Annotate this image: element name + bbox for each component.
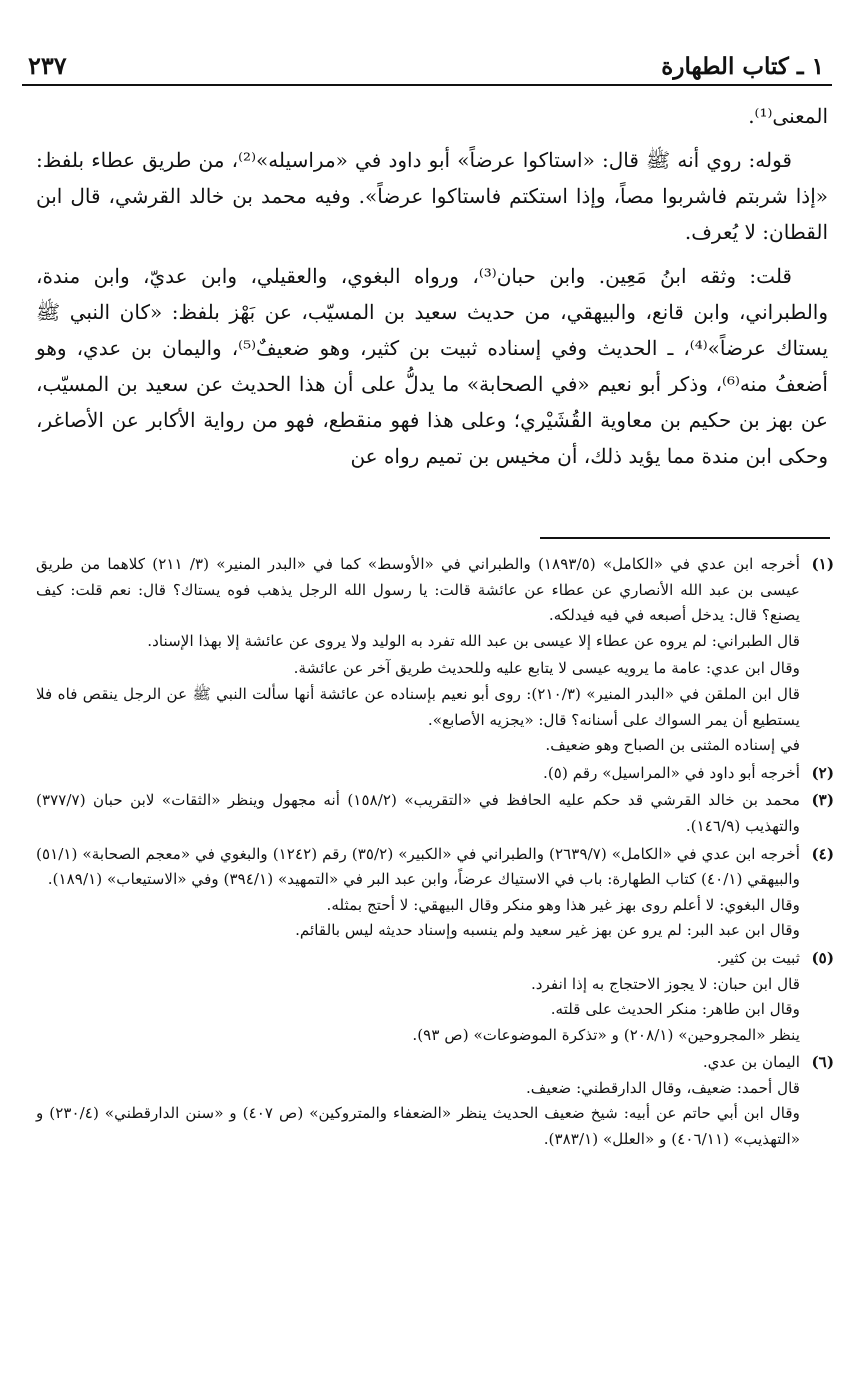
footnote-line: وقال ابن عدي: عامة ما يرويه عيسى لا يتابع عليه وللحديث طريق آخر عن عائشة.: [293, 659, 800, 678]
page-header: [22, 44, 832, 86]
footnote-line: قال الطبراني: لم يروه عن عطاء إلا عيسى بن عبد الله تفرد به الوليد ولا يروى عن عائشة إلا بهذا الإسناد.: [147, 631, 800, 650]
footnote-3: [36, 788, 834, 839]
footnote-line: قال أحمد: ضعيف، وقال الدارقطني: ضعيف.: [525, 1078, 800, 1097]
footnote-line: أخرجه أبو داود في «المراسيل» رقم (٥).: [543, 763, 800, 782]
footnote-line: وقال البغوي: لا أعلم روى بهز غير هذا وهو منكر وقال البيهقي: لا أحتج بمثله.: [326, 895, 800, 914]
footnote-line: وقال ابن طاهر: منكر الحديث على قلته.: [550, 1000, 800, 1019]
footnote-line: ثبيت بن كثير.: [716, 948, 800, 967]
footnote-line: وقال ابن عبد البر: لم يرو عن بهز غير سعيد ولم ينسبه وإسناد حديثه ليس بالقائم.: [295, 921, 800, 940]
footnote-4: [36, 842, 834, 944]
main-text: [36, 98, 828, 482]
paragraph-hadith: قوله: روي أنه ﷺ قال: «استاكوا عرضاً» أبو داود في «مراسيله»⁽²⁾، من طريق عطاء بلفظ: «إذا شربتم فاشربوا مصاً، وإذا استكتم فاستاكوا عرضاً». وفيه محمد بن خالد القرشي، قال ابن القطان: لا يُعرف.: [36, 148, 828, 244]
paragraph-continuation: المعنى⁽¹⁾.: [748, 104, 828, 128]
chapter-title: ١ ـ كتاب الطهارة: [661, 53, 824, 80]
footnote-number: (٢): [811, 763, 834, 782]
footnote-line: أخرجه ابن عدي في «الكامل» (١٨٩٣/٥) والطبراني في «الأوسط» كما في «البدر المنير» (٣/ ٢١١) كلاهما من طريق عيسى بن عبد الله الأنصاري عن عطاء عن عائشة قالت: يا رسول الله الرجل يذهب فوه يستاك؟ قال: نعم قلت: كيف يصنع؟ قال: يدخل أصبعه في فيه فيدلكه.: [36, 555, 800, 625]
footnote-line: وقال ابن أبي حاتم عن أبيه: شيخ ضعيف الحديث ينظر «الضعفاء والمتروكين» (ص ٤٠٧) و «سنن الدارقطني» (٢٣٠/٤) و «التهذيب» (٤٠٦/١١) و «العلل» (٣٨٣/١).: [36, 1104, 800, 1149]
footnote-line: أخرجه ابن عدي في «الكامل» (٢٦٣٩/٧) والطبراني في «الكبير» (٣٥/٢) رقم (١٢٤٢) والبغوي في «معجم الصحابة» (٥١/١) والبيهقي (٤٠/١) كتاب الطهارة: باب في الاستياك عرضاً، وابن عبد البر في «التمهيد» (٣٩٤/١) وفي «الاستيعاب» (١٨٩/١).: [36, 844, 800, 889]
page-number: ٢٣٧: [28, 51, 67, 80]
footnote-2: [36, 761, 834, 787]
footnote-separator: [540, 537, 830, 539]
footnote-line: اليمان بن عدي.: [702, 1053, 800, 1072]
footnote-line: قال ابن حبان: لا يجوز الاحتجاج به إذا انفرد.: [530, 974, 800, 993]
footnote-number: (٤): [811, 844, 834, 863]
footnote-line: في إسناده المثنى بن الصباح وهو ضعيف.: [545, 736, 800, 755]
footnote-line: قال ابن الملقن في «البدر المنير» (٢١٠/٣): روى أبو نعيم بإسناده عن عائشة أنها سألت النبي ﷺ عن الرجل ينقص فاه فلا يستطيع أن يمر السواك على أسنانه؟ قال: «يجزيه الأصابع».: [36, 684, 800, 729]
footnote-number: (٦): [811, 1053, 834, 1072]
footnote-6: [36, 1050, 834, 1152]
footnote-number: (٣): [811, 791, 834, 810]
footnote-line: محمد بن خالد القرشي قد حكم عليه الحافظ في «التقريب» (١٥٨/٢) أنه مجهول وينظر «الثقات» لابن حبان (٣٧٧/٧) والتهذيب (١٤٦/٩).: [36, 791, 800, 835]
footnote-line: ينظر «المجروحين» (٢٠٨/١) و «تذكرة الموضوعات» (ص ٩٣).: [412, 1025, 800, 1044]
footnote-1: [36, 552, 834, 759]
footnote-number: (٥): [811, 948, 834, 967]
footnote-number: (١): [811, 555, 834, 573]
footnote-5: [36, 946, 834, 1048]
paragraph-commentary: قلت: وثقه ابنُ مَعِين. وابن حبان⁽³⁾، ورواه البغوي، والعقيلي، وابن عديّ، وابن مندة، والطبراني، وابن قانع، والبيهقي، من حديث سعيد بن المسيّب، عن بَهْز بلفظ: «كان النبي ﷺ يستاك عرضاً»⁽⁴⁾، ـ الحديث وفي إسناده ثبيت بن كثير، وهو ضعيفٌ⁽⁵⁾، واليمان بن عدي، وهو أضعفُ منه⁽⁶⁾، وذكر أبو نعيم «في الصحابة» ما يدلُّ على أن هذا الحديث عن سعيد بن المسيّب، عن بهز بن حكيم بن معاوية القُشَيْري؛ وعلى هذا فهو منقطع، فهو من رواية الأكابر عن الأصاغر، وحكى ابن مندة مما يؤيد ذلك، أن مخيس بن تميم رواه عن: [36, 264, 829, 468]
footnotes: [36, 552, 834, 1155]
